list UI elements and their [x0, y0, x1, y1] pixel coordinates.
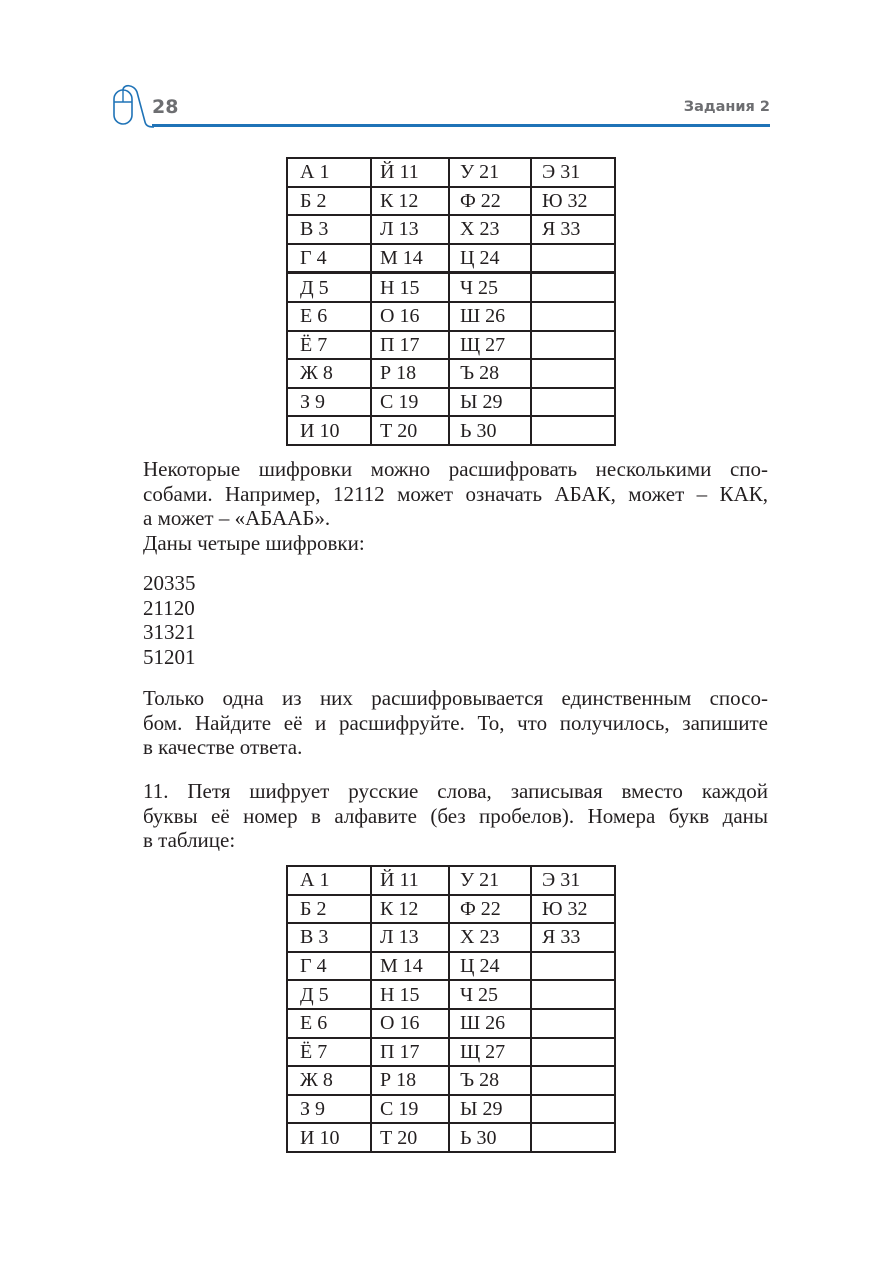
table-cell: Е 6: [287, 1009, 371, 1038]
table-cell: Н 15: [371, 980, 449, 1009]
table-cell: Ч 25: [449, 980, 531, 1009]
table-cell: Ц 24: [449, 244, 531, 273]
table-cell: [531, 1066, 615, 1095]
table-cell: Й 11: [371, 158, 449, 187]
table-cell: Ж 8: [287, 1066, 371, 1095]
table-cell: Ю 32: [531, 187, 615, 216]
table-cell: Я 33: [531, 923, 615, 952]
table-cell: М 14: [371, 244, 449, 273]
alphabet-table-1: [286, 157, 616, 446]
table-cell: Н 15: [371, 273, 449, 302]
table-cell: [531, 416, 615, 445]
table-cell: [531, 1009, 615, 1038]
table-cell: З 9: [287, 388, 371, 417]
table-cell: Б 2: [287, 187, 371, 216]
table-cell: Х 23: [449, 215, 531, 244]
table-cell: П 17: [371, 331, 449, 360]
text-line: в качестве ответа.: [143, 735, 303, 759]
table-cell: Э 31: [531, 866, 615, 895]
table-cell: [531, 359, 615, 388]
table-row: [287, 1009, 615, 1038]
table-cell: [531, 331, 615, 360]
table-cell: У 21: [449, 158, 531, 187]
table-cell: [531, 1123, 615, 1152]
table-row: [287, 416, 615, 445]
table-cell: Ы 29: [449, 1095, 531, 1124]
table-cell: Я 33: [531, 215, 615, 244]
table-cell: [531, 273, 615, 302]
table-row: [287, 866, 615, 895]
table-cell: Ф 22: [449, 187, 531, 216]
table-cell: В 3: [287, 215, 371, 244]
paragraph-instructions: [143, 686, 768, 760]
paragraph-four-codes: [143, 531, 768, 556]
table-cell: О 16: [371, 1009, 449, 1038]
text-line: бом. Найдите её и расшифруйте. То, что получилось, запишите: [143, 710, 768, 735]
table-row: [287, 187, 615, 216]
table-cell: В 3: [287, 923, 371, 952]
table-cell: Б 2: [287, 895, 371, 924]
table-row: [287, 1038, 615, 1067]
table-row: [287, 952, 615, 981]
table-cell: Щ 27: [449, 1038, 531, 1067]
table-cell: Ь 30: [449, 416, 531, 445]
table-cell: У 21: [449, 866, 531, 895]
table-cell: И 10: [287, 1123, 371, 1152]
table-cell: Т 20: [371, 416, 449, 445]
table-row: [287, 895, 615, 924]
page-header: [112, 84, 770, 130]
code-item: 21120: [143, 595, 195, 620]
text-line: 11. Петя шифрует русские слова, записывая вместо каждой: [143, 779, 768, 803]
table-row: [287, 359, 615, 388]
table-cell: Л 13: [371, 215, 449, 244]
table-cell: О 16: [371, 302, 449, 331]
table-cell: Р 18: [371, 359, 449, 388]
table-row: [287, 331, 615, 360]
text-line: в таблице:: [143, 828, 236, 852]
table-cell: М 14: [371, 952, 449, 981]
table-row: [287, 302, 615, 331]
table-cell: [531, 302, 615, 331]
table-row: [287, 215, 615, 244]
table-cell: Ъ 28: [449, 359, 531, 388]
table-row: [287, 1095, 615, 1124]
table-row: [287, 923, 615, 952]
table-row: [287, 158, 615, 187]
table-cell: Ш 26: [449, 302, 531, 331]
table-cell: Ы 29: [449, 388, 531, 417]
text-line: буквы её номер в алфавите (без пробелов). Номера букв даны: [143, 803, 768, 828]
table-row: [287, 273, 615, 302]
table-cell: Л 13: [371, 923, 449, 952]
table-cell: Х 23: [449, 923, 531, 952]
table-cell: З 9: [287, 1095, 371, 1124]
table-cell: Е 6: [287, 302, 371, 331]
code-item: 51201: [143, 644, 196, 669]
table-cell: [531, 980, 615, 1009]
text-line: Даны четыре шифровки:: [143, 531, 365, 555]
table-cell: Ю 32: [531, 895, 615, 924]
page-number: 28: [152, 96, 179, 118]
code-item: 20335: [143, 571, 196, 595]
table-cell: Ф 22: [449, 895, 531, 924]
table-cell: Р 18: [371, 1066, 449, 1095]
text-line: собами. Например, 12112 может означать АБАК, может – КАК,: [143, 481, 768, 506]
table-cell: Д 5: [287, 980, 371, 1009]
table-cell: Ц 24: [449, 952, 531, 981]
table-cell: Ъ 28: [449, 1066, 531, 1095]
code-list: [143, 571, 196, 669]
table-cell: Ё 7: [287, 1038, 371, 1067]
table-cell: Ь 30: [449, 1123, 531, 1152]
table-cell: А 1: [287, 158, 371, 187]
table-cell: Щ 27: [449, 331, 531, 360]
table-row: [287, 1123, 615, 1152]
table-cell: А 1: [287, 866, 371, 895]
code-item: 31321: [143, 620, 196, 644]
table-row: [287, 244, 615, 273]
table-row: [287, 388, 615, 417]
table-cell: П 17: [371, 1038, 449, 1067]
table-cell: Ж 8: [287, 359, 371, 388]
table-row: [287, 980, 615, 1009]
text-line: Только одна из них расшифровывается единственным спосо-: [143, 686, 768, 710]
table-cell: Г 4: [287, 952, 371, 981]
table-cell: [531, 1095, 615, 1124]
table-cell: Т 20: [371, 1123, 449, 1152]
table-cell: Й 11: [371, 866, 449, 895]
table-cell: [531, 1038, 615, 1067]
table-cell: Д 5: [287, 273, 371, 302]
paragraph-multiple-decodings: [143, 457, 768, 531]
table-cell: [531, 388, 615, 417]
table-cell: Г 4: [287, 244, 371, 273]
table-cell: К 12: [371, 187, 449, 216]
header-rule: [152, 124, 770, 127]
table-cell: Ч 25: [449, 273, 531, 302]
table-row: [287, 1066, 615, 1095]
table-cell: Ш 26: [449, 1009, 531, 1038]
table-cell: И 10: [287, 416, 371, 445]
task-11: [143, 779, 768, 853]
table-cell: К 12: [371, 895, 449, 924]
table-cell: Ё 7: [287, 331, 371, 360]
table-cell: [531, 244, 615, 273]
table-cell: [531, 952, 615, 981]
table-cell: Э 31: [531, 158, 615, 187]
text-line: Некоторые шифровки можно расшифровать несколькими спо-: [143, 457, 768, 481]
table-cell: С 19: [371, 1095, 449, 1124]
table-cell: С 19: [371, 388, 449, 417]
section-title: Задания 2: [683, 99, 770, 115]
text-line: а может – «АБААБ».: [143, 506, 331, 530]
alphabet-table-2: [286, 865, 616, 1153]
